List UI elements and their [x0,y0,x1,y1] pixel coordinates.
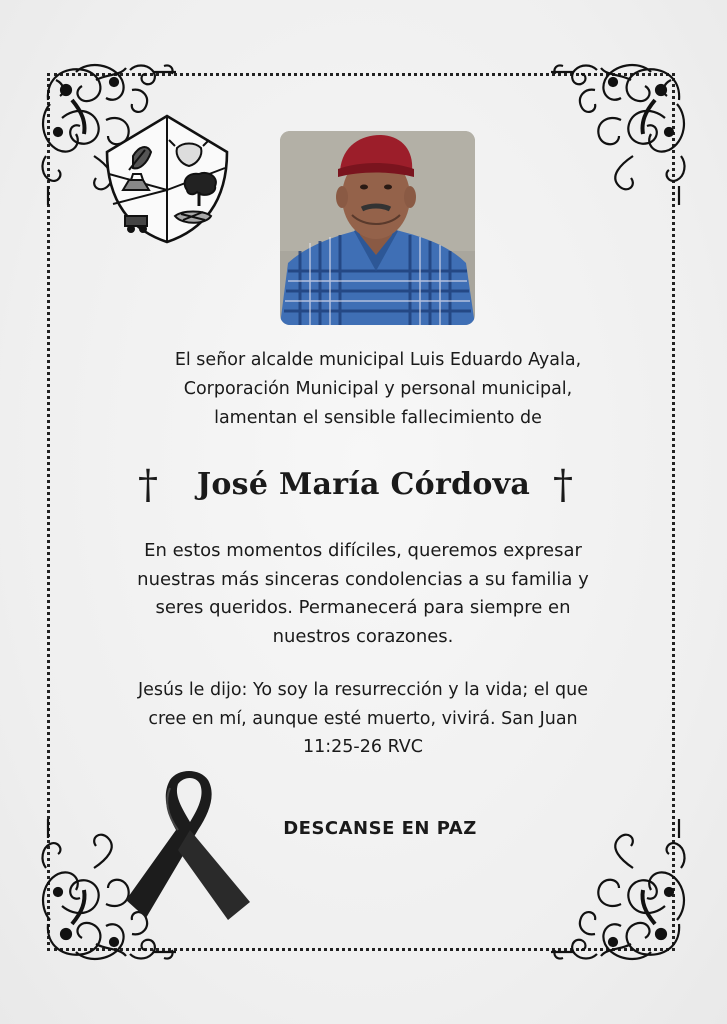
municipal-coat-of-arms [103,112,231,246]
condolence-line-1: En estos momentos difíciles, queremos expresar [144,540,582,561]
intro-line-3: lamentan el sensible fallecimiento de [214,408,542,428]
mourning-ribbon-icon [118,768,258,933]
cross-icon-left: † [138,462,158,508]
verse-line-3: 11:25-26 RVC [303,737,423,757]
floral-corner-ornament-bottom-right [541,814,691,964]
intro-line-1: El señor alcalde municipal Luis Eduardo Ayala, [174,350,582,370]
verse-line-2: cree en mí, aunque esté muerto, vivirá. San Juan [148,708,578,729]
floral-corner-ornament-top-right [541,60,691,210]
intro-announcement [120,346,636,433]
bible-verse [112,676,614,762]
condolence-line-3: seres queridos. Permanecerá para siempre en [155,597,571,618]
verse-line-1: Jesús le dijo: Yo soy la resurrección y la vida; el que [138,680,588,700]
name-row [0,455,727,515]
rest-in-peace-text: DESCANSE EN PAZ [283,818,477,839]
intro-line-2: Corporación Municipal y personal municipal, [183,379,573,399]
cross-icon-right: † [553,462,573,508]
condolence-line-4: nuestros corazones. [272,625,454,647]
condolence-line-2: nuestras más sinceras condolencias a su familia y [137,568,589,590]
condolence-message [112,537,614,651]
deceased-name: José María Córdova [196,467,531,502]
deceased-portrait-photo [280,131,475,325]
